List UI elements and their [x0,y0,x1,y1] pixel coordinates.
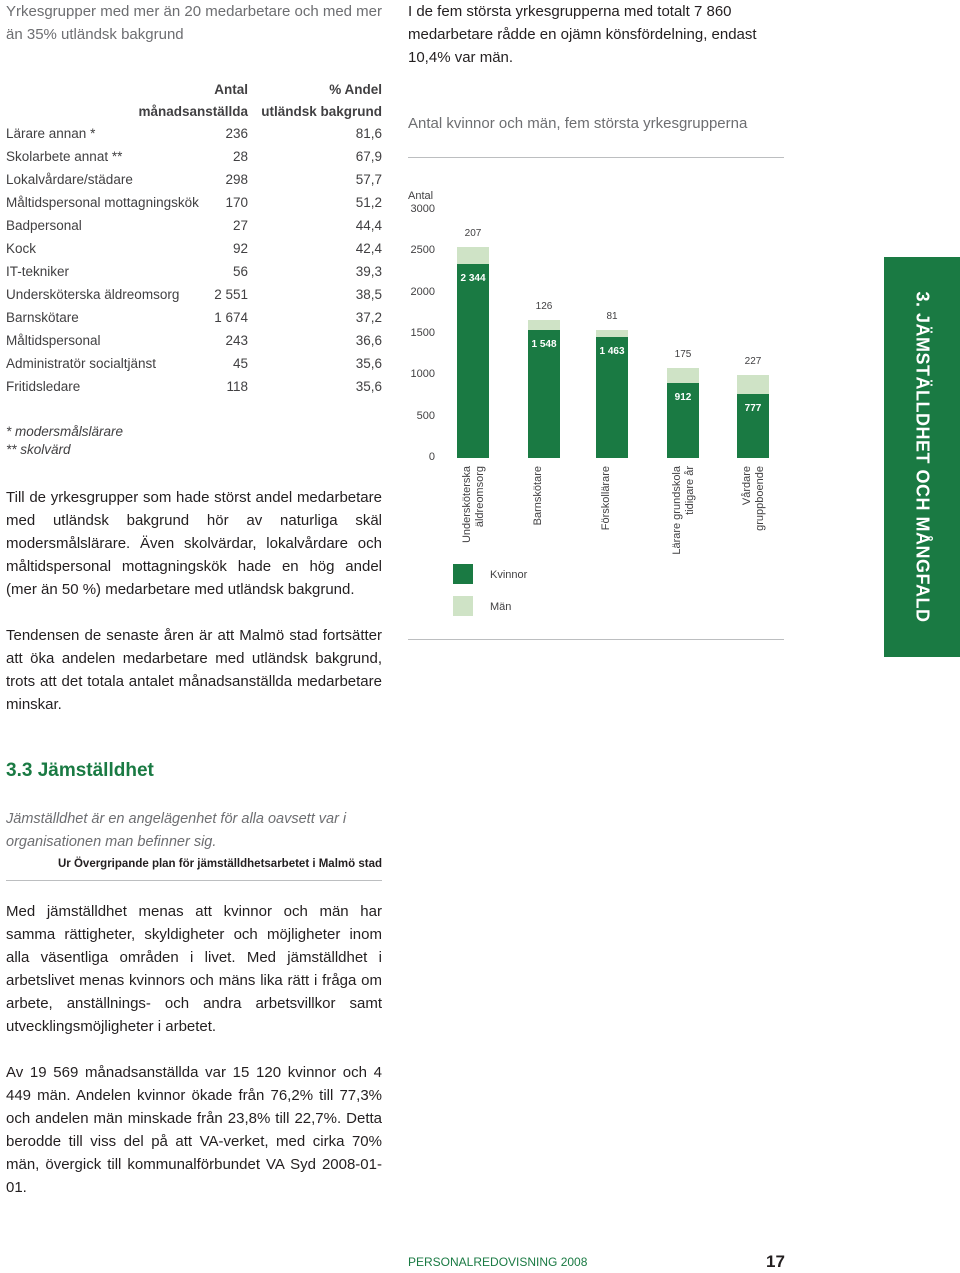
category-label: Förskollärare [600,466,612,531]
chart-top-rule [408,157,784,158]
row-count: 27 [232,218,248,233]
table-row [6,239,382,259]
quote-source: Ur Övergripande plan för jämställdhetsarbetet i Malmö stad [58,858,382,870]
row-count: 2 551 [214,287,248,302]
legend-swatch-women [453,564,473,584]
y-tick-label: 2500 [410,244,435,257]
data-label-men: 207 [464,228,482,240]
footnote-1: * modersmålslärare [6,424,124,439]
category-label: Undersköterska äldreomsorg [461,466,486,544]
data-label-women: 777 [744,402,762,414]
row-percent: 67,9 [355,149,382,164]
row-name: Fritidsledare [6,379,81,394]
row-name: Måltidspersonal mottagningskök [6,195,199,210]
quote-rule [6,880,382,881]
bar-men [528,320,560,330]
row-count: 56 [232,264,248,279]
row-name: Undersköterska äldreomsorg [6,287,180,302]
col-count-header-1: Antal [214,82,248,97]
row-count: 118 [226,379,248,394]
data-label-women: 2 344 [460,273,486,285]
row-percent: 35,6 [355,379,382,394]
category-label: Lärare grundskola tidigare år [671,466,696,555]
row-percent: 57,7 [355,172,382,187]
intro-paragraph: I de fem största yrkesgrupperna med totalt 7 860 medarbetare rådde en ojämn könsfördelning, endast 10,4% var män. [408,3,757,66]
row-percent: 39,3 [355,264,382,279]
row-count: 170 [225,195,248,210]
footer-label: PERSONALREDOVISNING 2008 [408,1255,588,1269]
paragraph-1: Till de yrkesgrupper som hade störst andel medarbetare med utländsk bakgrund hör av naturliga skäl modersmålslärare. Även skolvärdar, lokalvårdare och måltidspersonal mottagningskök hade en hög andel (mer än 50 %) medarbetare med utländsk bakgrund. [6,489,382,598]
paragraph-2: Tendensen de senaste åren är att Malmö stad fortsätter att öka andelen medarbetare med utländsk bakgrund, trots att det totala antalet månadsanställda medarbetare minskar. [6,627,382,713]
row-percent: 38,5 [355,287,382,302]
row-name: Administratör socialtjänst [6,356,157,371]
category-label: Vårdare gruppboende [741,466,766,531]
row-count: 243 [225,333,248,348]
row-count: 45 [232,356,248,371]
table-row [6,308,382,328]
table-row [6,170,382,190]
table-row [6,354,382,374]
row-percent: 81,6 [355,126,382,141]
data-label-men: 227 [744,356,762,367]
y-axis-label: Antal [408,190,434,202]
y-tick-label: 500 [416,409,435,422]
table-row [6,124,382,144]
row-percent: 44,4 [355,218,382,233]
data-label-men: 175 [674,349,692,361]
table-row [6,377,382,397]
col-count-header-2: månadsanställda [138,104,248,119]
row-percent: 36,6 [355,333,382,348]
legend-swatch-men [453,596,473,616]
y-tick-label: 1500 [410,327,435,339]
table-row [6,193,382,213]
category-label: Barnskötare [532,466,544,526]
data-label-women: 912 [674,391,692,403]
row-name: Lokalvårdare/städare [6,172,133,187]
chart-bottom-rule [408,639,784,640]
footnote-2: ** skolvärd [6,442,71,457]
row-count: 298 [225,172,248,187]
section-title: 3.3 Jämställdhet [6,760,154,781]
data-label-women: 1 548 [531,339,557,351]
col-pct-header-2: utländsk bakgrund [261,104,382,119]
col-pct-header-1: % Andel [329,82,382,97]
table-row [6,262,382,282]
row-name: Barnskötare [6,310,79,325]
table-row [6,285,382,305]
row-name: Badpersonal [6,218,82,233]
bar-men [457,247,489,264]
section-paragraph-2: Av 19 569 månadsanställda var 15 120 kvinnor och 4 449 män. Andelen kvinnor ökade från 76,2% till 77,3% och andelen män minskade från 23,8% till 22,7%. Detta berodde till viss del på att VA-verket, med cirka 70% män, övergick till kommunalförbundet VA Syd 2008-01-01. [6,1064,382,1196]
data-label-men: 81 [606,311,618,323]
y-tick-label: 0 [428,451,435,463]
bar-women [457,264,489,458]
page-number: 17 [766,1252,785,1271]
y-tick-label: 1000 [410,368,435,381]
bar-men [737,375,769,394]
row-count: 236 [225,126,248,141]
section-paragraph-1: Med jämställdhet menas att kvinnor och män har samma rättigheter, skyldigheter och möjligheter inom alla väsentliga områden i livet. Med jämställdhet i arbetslivet menas kvinnors och mäns lika rätt i fråga om arbete, anställnings- och andra arbetsvillkor samt utvecklingsmöjligheter i arbetet. [6,903,382,1035]
y-tick-label: 3000 [410,203,435,215]
row-name: Måltidspersonal [6,333,101,348]
table-row [6,331,382,351]
row-name: Kock [6,241,37,256]
row-name: Lärare annan * [6,126,96,141]
bar-men [596,330,628,337]
row-count: 92 [232,241,248,256]
data-label-men: 126 [535,300,553,312]
chapter-side-tab-label: 3. JÄMSTÄLLDHET OCH MÅNGFALD [912,291,933,623]
table-row [6,216,382,236]
data-label-women: 1 463 [599,346,625,358]
legend-label-men: Män [490,601,512,613]
row-percent: 37,2 [355,310,382,325]
table-row [6,147,382,167]
chart-title: Antal kvinnor och män, fem största yrkesgrupperna [408,115,748,132]
y-tick-label: 2000 [410,285,435,298]
foreign-background-table [6,80,382,400]
legend-label-women: Kvinnor [490,569,528,581]
bar-men [667,368,699,382]
table-heading: Yrkesgrupper med mer än 20 medarbetare och med mer än 35% utländsk bakgrund [6,3,383,43]
row-count: 1 674 [214,310,248,325]
row-percent: 51,2 [355,195,382,210]
row-name: Skolarbete annat ** [6,149,123,164]
row-name: IT-tekniker [6,264,70,279]
quote: Jämställdhet är en angelägenhet för alla oavsett var i organisationen man befinner sig. [6,811,347,850]
row-percent: 35,6 [355,356,382,371]
row-count: 28 [232,149,248,164]
row-percent: 42,4 [355,241,382,256]
